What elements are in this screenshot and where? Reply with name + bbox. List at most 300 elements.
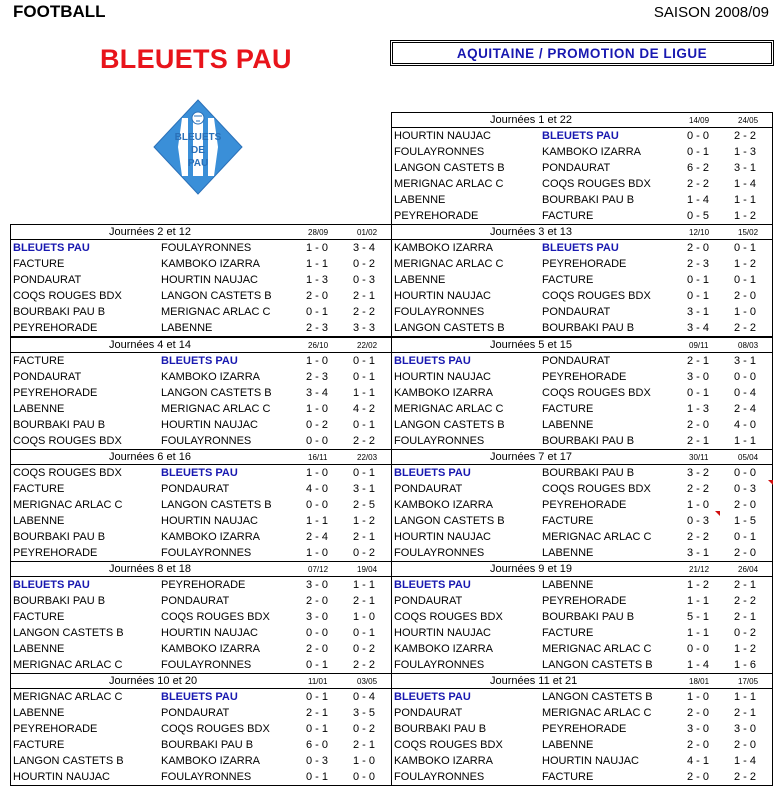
round-date-first-leg: 16/11 <box>308 453 328 462</box>
score-second-leg: 0 - 4 <box>353 691 376 703</box>
round-date-first-leg: 09/11 <box>689 341 709 350</box>
score-second-leg: 3 - 0 <box>734 723 757 735</box>
round-date-second-leg: 19/04 <box>357 565 378 574</box>
score-first-leg: 0 - 3 <box>306 755 329 767</box>
away-team: LABENNE <box>542 419 594 431</box>
score-first-leg: 2 - 3 <box>306 371 329 383</box>
score-second-leg: 3 - 5 <box>353 707 376 719</box>
home-team: PEYREHORADE <box>13 387 98 399</box>
round-title: Journées 7 et 17 <box>490 451 572 463</box>
score-second-leg: 1 - 4 <box>734 178 757 190</box>
home-team: MERIGNAC ARLAC C <box>394 258 504 270</box>
score-second-leg: 1 - 4 <box>734 755 757 767</box>
score-second-leg: 4 - 2 <box>353 403 376 415</box>
round-header <box>11 338 391 353</box>
round-block <box>10 561 392 674</box>
match-row <box>392 353 772 369</box>
match-row <box>11 240 391 256</box>
round-date-second-leg: 24/05 <box>738 116 759 125</box>
header-season: SAISON 2008/09 <box>653 4 769 21</box>
score-first-leg: 0 - 1 <box>687 274 710 286</box>
round-title: Journées 5 et 15 <box>490 339 572 351</box>
round-date-first-leg: 18/01 <box>689 677 710 686</box>
match-row <box>392 144 772 160</box>
match-row <box>392 176 772 192</box>
away-team: PEYREHORADE <box>542 595 627 607</box>
score-second-leg: 2 - 1 <box>353 739 376 751</box>
score-second-leg: 1 - 2 <box>353 515 376 527</box>
round-title: Journées 6 et 16 <box>109 451 191 463</box>
match-row <box>392 609 772 625</box>
score-second-leg: 1 - 3 <box>734 146 757 158</box>
round-date-second-leg: 22/03 <box>357 453 378 462</box>
away-team: COQS ROUGES BDX <box>542 387 651 399</box>
score-second-leg: 2 - 2 <box>734 130 757 142</box>
home-team: LABENNE <box>13 643 65 655</box>
home-team: LABENNE <box>13 403 65 415</box>
round-block <box>391 112 773 225</box>
round-title: Journées 1 et 22 <box>490 114 572 126</box>
match-row <box>392 657 772 673</box>
score-first-leg: 2 - 0 <box>306 643 329 655</box>
home-team: LANGON CASTETS B <box>13 627 124 639</box>
home-team: HOURTIN NAUJAC <box>394 130 491 142</box>
away-team: PONDAURAT <box>542 306 611 318</box>
away-team: LABENNE <box>542 579 594 591</box>
score-first-leg: 0 - 1 <box>306 659 329 671</box>
score-second-leg: 2 - 1 <box>734 579 757 591</box>
score-first-leg: 3 - 2 <box>687 467 710 479</box>
score-first-leg: 3 - 1 <box>687 306 710 318</box>
score-second-leg: 0 - 3 <box>734 483 757 495</box>
team-title: BLEUETS PAU <box>100 44 292 74</box>
match-row <box>392 272 772 288</box>
away-team: PEYREHORADE <box>542 371 627 383</box>
home-team: PONDAURAT <box>394 595 463 607</box>
away-team: LANGON CASTETS B <box>161 387 272 399</box>
round-block <box>10 224 392 337</box>
home-team: PEYREHORADE <box>13 322 98 334</box>
score-first-leg: 6 - 0 <box>306 739 329 751</box>
match-row <box>11 385 391 401</box>
round-date-second-leg: 26/04 <box>738 565 759 574</box>
score-first-leg: 5 - 1 <box>687 611 710 623</box>
match-row <box>392 737 772 753</box>
home-team: BLEUETS PAU <box>394 355 471 367</box>
match-row <box>392 401 772 417</box>
match-row <box>392 465 772 481</box>
away-team: BOURBAKI PAU B <box>161 739 254 751</box>
score-second-leg: 2 - 0 <box>734 739 757 751</box>
away-team: BOURBAKI PAU B <box>542 194 635 206</box>
score-first-leg: 0 - 1 <box>687 387 710 399</box>
score-second-leg: 0 - 2 <box>353 723 376 735</box>
club-crest-logo <box>152 98 244 196</box>
score-first-leg: 2 - 0 <box>687 242 710 254</box>
score-second-leg: 0 - 0 <box>734 371 757 383</box>
match-row <box>392 240 772 256</box>
away-team: MERIGNAC ARLAC C <box>161 403 271 415</box>
home-team: HOURTIN NAUJAC <box>394 371 491 383</box>
score-first-leg: 2 - 0 <box>687 771 710 783</box>
home-team: BOURBAKI PAU B <box>13 595 106 607</box>
score-second-leg: 2 - 5 <box>353 499 376 511</box>
score-first-leg: 0 - 1 <box>306 691 329 703</box>
home-team: BLEUETS PAU <box>394 579 471 591</box>
match-row <box>392 577 772 593</box>
home-team: PONDAURAT <box>13 371 82 383</box>
score-first-leg: 2 - 2 <box>687 531 710 543</box>
round-date-second-leg: 05/04 <box>738 453 759 462</box>
score-first-leg: 2 - 4 <box>306 531 329 543</box>
round-date-first-leg: 11/01 <box>308 677 328 686</box>
score-first-leg: 0 - 3 <box>687 515 710 527</box>
away-team: BOURBAKI PAU B <box>542 467 635 479</box>
away-team: FOULAYRONNES <box>161 659 252 671</box>
round-title: Journées 3 et 13 <box>490 226 572 238</box>
round-header <box>392 225 772 240</box>
score-first-leg: 2 - 0 <box>687 739 710 751</box>
score-first-leg: 1 - 0 <box>306 242 329 254</box>
away-team: PONDAURAT <box>542 355 611 367</box>
round-title: Journées 2 et 12 <box>109 226 191 238</box>
logo-text-top: BLEUETS <box>174 132 222 143</box>
home-team: COQS ROUGES BDX <box>13 290 122 302</box>
comment-marker <box>768 480 773 485</box>
home-team: BLEUETS PAU <box>394 691 471 703</box>
round-header <box>11 562 391 577</box>
away-team: BLEUETS PAU <box>161 691 238 703</box>
score-first-leg: 0 - 1 <box>306 306 329 318</box>
match-row <box>11 272 391 288</box>
match-row <box>11 753 391 769</box>
home-team: HOURTIN NAUJAC <box>13 771 110 783</box>
score-second-leg: 0 - 1 <box>353 371 376 383</box>
score-second-leg: 1 - 0 <box>353 611 376 623</box>
score-first-leg: 3 - 0 <box>687 371 710 383</box>
round-title: Journées 10 et 20 <box>109 675 198 687</box>
round-date-second-leg: 08/03 <box>738 341 759 350</box>
score-first-leg: 2 - 3 <box>687 258 710 270</box>
header-sport: FOOTBALL <box>13 2 106 21</box>
match-row <box>392 529 772 545</box>
round-block <box>391 561 773 674</box>
away-team: PEYREHORADE <box>542 723 627 735</box>
round-block <box>391 337 773 450</box>
home-team: MERIGNAC ARLAC C <box>13 691 123 703</box>
away-team: FACTURE <box>542 210 594 222</box>
match-row <box>11 657 391 673</box>
score-second-leg: 0 - 1 <box>353 355 376 367</box>
score-second-leg: 3 - 1 <box>734 162 757 174</box>
away-team: HOURTIN NAUJAC <box>542 755 639 767</box>
score-second-leg: 0 - 4 <box>734 387 757 399</box>
away-team: PEYREHORADE <box>161 579 246 591</box>
home-team: PONDAURAT <box>394 707 463 719</box>
match-row <box>11 401 391 417</box>
away-team: LABENNE <box>161 322 213 334</box>
score-first-leg: 0 - 0 <box>687 130 710 142</box>
score-first-leg: 1 - 2 <box>687 579 710 591</box>
score-second-leg: 1 - 1 <box>734 691 757 703</box>
round-date-second-leg: 15/02 <box>738 228 759 237</box>
score-second-leg: 2 - 1 <box>353 290 376 302</box>
score-second-leg: 2 - 0 <box>734 547 757 559</box>
home-team: FOULAYRONNES <box>394 659 485 671</box>
home-team: MERIGNAC ARLAC C <box>394 178 504 190</box>
home-team: HOURTIN NAUJAC <box>394 531 491 543</box>
score-second-leg: 2 - 2 <box>734 322 757 334</box>
score-second-leg: 2 - 2 <box>353 306 376 318</box>
away-team: HOURTIN NAUJAC <box>161 627 258 639</box>
match-row <box>11 689 391 705</box>
score-first-leg: 1 - 0 <box>687 499 710 511</box>
round-date-first-leg: 07/12 <box>308 565 329 574</box>
score-second-leg: 0 - 2 <box>353 258 376 270</box>
home-team: HOURTIN NAUJAC <box>394 627 491 639</box>
score-first-leg: 2 - 1 <box>306 707 329 719</box>
score-second-leg: 1 - 2 <box>734 258 757 270</box>
home-team: BOURBAKI PAU B <box>13 531 106 543</box>
score-second-leg: 0 - 1 <box>353 419 376 431</box>
home-team: PEYREHORADE <box>13 723 98 735</box>
home-team: KAMBOKO IZARRA <box>394 499 494 511</box>
score-first-leg: 0 - 1 <box>687 146 710 158</box>
score-second-leg: 3 - 4 <box>353 242 376 254</box>
away-team: FACTURE <box>542 274 594 286</box>
score-second-leg: 0 - 1 <box>353 467 376 479</box>
score-second-leg: 2 - 2 <box>734 595 757 607</box>
away-team: MERIGNAC ARLAC C <box>542 531 652 543</box>
home-team: BOURBAKI PAU B <box>394 723 487 735</box>
home-team: LABENNE <box>394 274 446 286</box>
score-first-leg: 2 - 2 <box>687 178 710 190</box>
score-second-leg: 2 - 1 <box>353 595 376 607</box>
score-first-leg: 0 - 1 <box>687 290 710 302</box>
match-row <box>392 721 772 737</box>
score-first-leg: 2 - 0 <box>306 290 329 302</box>
away-team: COQS ROUGES BDX <box>542 483 651 495</box>
away-team: PEYREHORADE <box>542 258 627 270</box>
score-first-leg: 0 - 0 <box>306 499 329 511</box>
away-team: COQS ROUGES BDX <box>161 723 270 735</box>
round-date-first-leg: 26/10 <box>308 341 329 350</box>
score-first-leg: 2 - 0 <box>687 707 710 719</box>
home-team: PEYREHORADE <box>394 210 479 222</box>
round-block <box>10 337 392 450</box>
score-first-leg: 1 - 1 <box>687 595 710 607</box>
away-team: PONDAURAT <box>161 595 230 607</box>
match-row <box>11 417 391 433</box>
home-team: FACTURE <box>13 355 65 367</box>
home-team: COQS ROUGES BDX <box>394 611 503 623</box>
match-row <box>392 208 772 224</box>
score-first-leg: 3 - 0 <box>306 579 329 591</box>
home-team: KAMBOKO IZARRA <box>394 755 494 767</box>
home-team: KAMBOKO IZARRA <box>394 643 494 655</box>
match-row <box>11 513 391 529</box>
score-first-leg: 1 - 1 <box>306 515 329 527</box>
score-first-leg: 1 - 3 <box>687 403 710 415</box>
away-team: LANGON CASTETS B <box>542 691 653 703</box>
match-row <box>392 593 772 609</box>
home-team: FOULAYRONNES <box>394 146 485 158</box>
match-row <box>392 304 772 320</box>
score-first-leg: 1 - 1 <box>306 258 329 270</box>
match-row <box>392 369 772 385</box>
logo-text-mid: DE <box>191 145 205 156</box>
match-row <box>11 769 391 785</box>
score-first-leg: 2 - 0 <box>306 595 329 607</box>
home-team: LANGON CASTETS B <box>394 162 505 174</box>
home-team: PONDAURAT <box>13 274 82 286</box>
match-row <box>11 625 391 641</box>
round-date-second-leg: 17/05 <box>738 677 759 686</box>
score-second-leg: 2 - 0 <box>734 290 757 302</box>
score-first-leg: 1 - 1 <box>687 627 710 639</box>
home-team: PEYREHORADE <box>13 547 98 559</box>
round-block <box>391 224 773 337</box>
away-team: PEYREHORADE <box>542 499 627 511</box>
score-second-leg: 3 - 1 <box>353 483 376 495</box>
home-team: MERIGNAC ARLAC C <box>13 499 123 511</box>
home-team: LANGON CASTETS B <box>394 322 505 334</box>
home-team: BOURBAKI PAU B <box>13 306 106 318</box>
round-title: Journées 11 et 21 <box>490 675 578 687</box>
comment-marker <box>715 511 720 516</box>
score-second-leg: 3 - 3 <box>353 322 376 334</box>
score-second-leg: 1 - 1 <box>353 387 376 399</box>
score-first-leg: 0 - 0 <box>306 435 329 447</box>
away-team: LABENNE <box>542 547 594 559</box>
score-first-leg: 3 - 0 <box>306 611 329 623</box>
round-header <box>392 450 772 465</box>
round-block <box>391 449 773 562</box>
score-second-leg: 2 - 1 <box>353 531 376 543</box>
round-block <box>10 673 392 786</box>
score-second-leg: 4 - 0 <box>734 419 757 431</box>
match-row <box>11 641 391 657</box>
score-second-leg: 0 - 3 <box>353 274 376 286</box>
score-second-leg: 2 - 4 <box>734 403 757 415</box>
round-title: Journées 9 et 19 <box>490 563 572 575</box>
away-team: FACTURE <box>542 771 594 783</box>
score-first-leg: 0 - 1 <box>306 723 329 735</box>
score-first-leg: 0 - 5 <box>687 210 710 222</box>
round-date-first-leg: 30/11 <box>689 453 709 462</box>
score-second-leg: 2 - 2 <box>353 435 376 447</box>
round-date-first-leg: 28/09 <box>308 228 329 237</box>
home-team: FACTURE <box>13 483 65 495</box>
away-team: KAMBOKO IZARRA <box>161 643 261 655</box>
match-row <box>392 192 772 208</box>
round-title: Journées 4 et 14 <box>109 339 191 351</box>
away-team: COQS ROUGES BDX <box>161 611 270 623</box>
match-row <box>11 529 391 545</box>
score-first-leg: 3 - 4 <box>687 322 710 334</box>
score-first-leg: 1 - 0 <box>306 467 329 479</box>
away-team: KAMBOKO IZARRA <box>542 146 642 158</box>
away-team: BOURBAKI PAU B <box>542 435 635 447</box>
round-header <box>11 225 391 240</box>
home-team: FACTURE <box>13 258 65 270</box>
score-second-leg: 0 - 1 <box>734 242 757 254</box>
match-row <box>11 577 391 593</box>
score-second-leg: 1 - 0 <box>734 306 757 318</box>
match-row <box>392 288 772 304</box>
score-first-leg: 2 - 3 <box>306 322 329 334</box>
score-first-leg: 6 - 2 <box>687 162 710 174</box>
score-first-leg: 2 - 0 <box>687 419 710 431</box>
match-row <box>392 481 772 497</box>
away-team: HOURTIN NAUJAC <box>161 419 258 431</box>
score-second-leg: 1 - 1 <box>734 435 757 447</box>
round-header <box>392 562 772 577</box>
score-second-leg: 0 - 2 <box>734 627 757 639</box>
match-row <box>392 160 772 176</box>
away-team: MERIGNAC ARLAC C <box>542 643 652 655</box>
away-team: LANGON CASTETS B <box>161 499 272 511</box>
away-team: PONDAURAT <box>161 707 230 719</box>
away-team: BOURBAKI PAU B <box>542 611 635 623</box>
round-header <box>392 113 772 128</box>
away-team: PONDAURAT <box>161 483 230 495</box>
match-row <box>392 769 772 785</box>
score-second-leg: 1 - 5 <box>734 515 757 527</box>
score-second-leg: 0 - 0 <box>353 771 376 783</box>
score-second-leg: 0 - 0 <box>734 467 757 479</box>
match-row <box>392 705 772 721</box>
away-team: BLEUETS PAU <box>161 467 238 479</box>
score-first-leg: 1 - 3 <box>306 274 329 286</box>
match-row <box>11 705 391 721</box>
home-team: COQS ROUGES BDX <box>394 739 503 751</box>
match-row <box>11 737 391 753</box>
match-row <box>392 128 772 144</box>
away-team: MERIGNAC ARLAC C <box>542 707 652 719</box>
score-first-leg: 0 - 1 <box>306 771 329 783</box>
away-team: PONDAURAT <box>542 162 611 174</box>
home-team: BLEUETS PAU <box>13 579 90 591</box>
home-team: FACTURE <box>13 611 65 623</box>
score-first-leg: 2 - 1 <box>687 355 710 367</box>
home-team: FOULAYRONNES <box>394 306 485 318</box>
score-second-leg: 0 - 1 <box>734 531 757 543</box>
match-row <box>392 417 772 433</box>
match-row <box>11 609 391 625</box>
match-row <box>11 369 391 385</box>
away-team: BLEUETS PAU <box>542 130 619 142</box>
home-team: FOULAYRONNES <box>394 435 485 447</box>
match-row <box>11 497 391 513</box>
away-team: LANGON CASTETS B <box>161 290 272 302</box>
round-block <box>391 673 773 786</box>
away-team: HOURTIN NAUJAC <box>161 515 258 527</box>
away-team: FACTURE <box>542 627 594 639</box>
home-team: LABENNE <box>394 194 446 206</box>
score-second-leg: 2 - 2 <box>353 659 376 671</box>
home-team: BOURBAKI PAU B <box>13 419 106 431</box>
away-team: FOULAYRONNES <box>161 242 252 254</box>
match-row <box>11 256 391 272</box>
round-date-second-leg: 03/05 <box>357 677 378 686</box>
score-first-leg: 0 - 2 <box>306 419 329 431</box>
score-first-leg: 3 - 0 <box>687 723 710 735</box>
round-date-first-leg: 21/12 <box>689 565 710 574</box>
score-second-leg: 2 - 1 <box>734 707 757 719</box>
score-first-leg: 1 - 0 <box>306 403 329 415</box>
away-team: FOULAYRONNES <box>161 771 252 783</box>
